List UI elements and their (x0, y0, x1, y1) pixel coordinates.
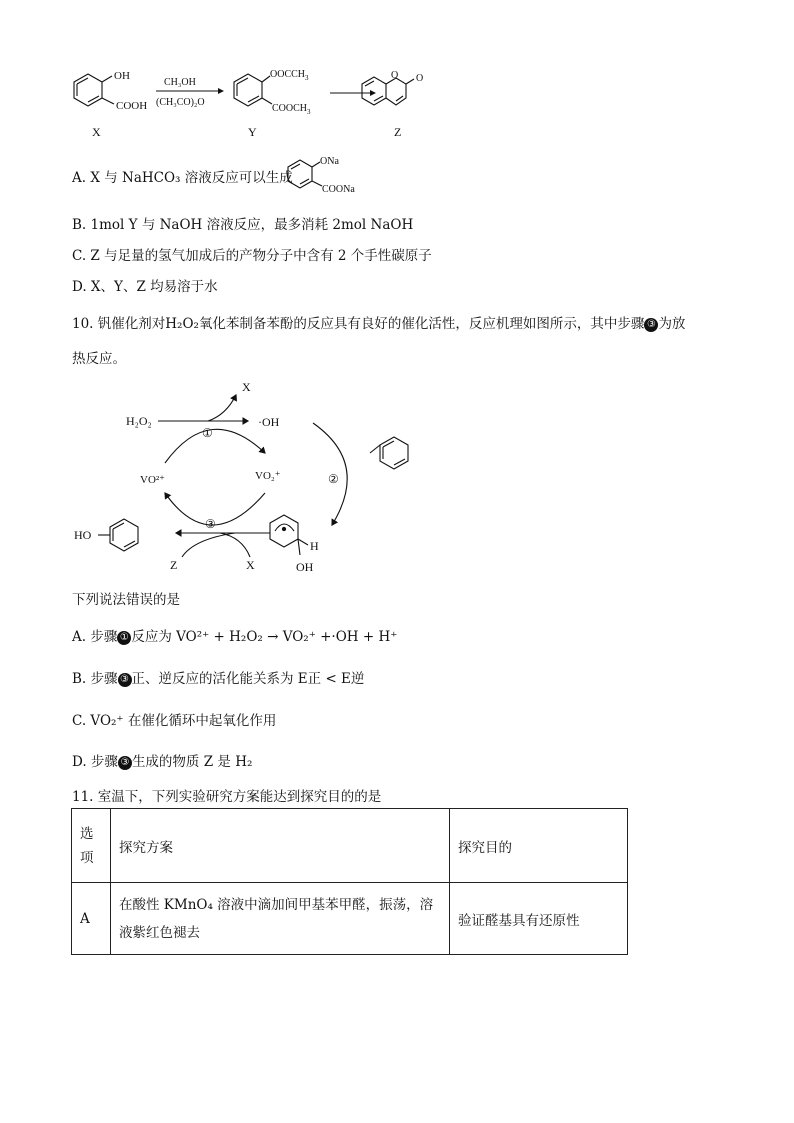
catalytic-cycle-arrows (158, 395, 347, 557)
q11-stem: 11. 室温下，下列实验研究方案能达到探究目的的是 (72, 789, 382, 805)
x-cooh-label: COOH (116, 100, 148, 112)
h-label: H (310, 539, 319, 553)
q10-stem-line2: 热反应。 (72, 351, 126, 367)
reaction-scheme-xyz (60, 58, 460, 153)
vo2-cation-label: VO₂⁺ (255, 470, 281, 482)
sodium-salicylate-structure (282, 150, 382, 200)
step3-label: ③ (205, 517, 216, 531)
x-top-label: X (242, 380, 251, 394)
y-ester-top: $OOCCH_3$ (270, 69, 309, 82)
row-purpose: 验证醛基具有还原性 (450, 883, 628, 955)
q9-option-a: A. X 与 NaHCO₃ 溶液反应可以生成 (72, 170, 293, 186)
radical-intermediate-structure (270, 515, 308, 555)
q10-option-d: D. 步骤 ③ 生成的物质 Z 是 H₂ (72, 754, 253, 770)
compound-z-structure (362, 77, 414, 105)
oh-label: OH (296, 560, 314, 574)
ona-label: ONa (320, 156, 339, 167)
step1-label: ① (202, 426, 213, 440)
q10-option-b: B. 步骤 ③ 正、逆反应的活化能关系为 E正 < E逆 (72, 671, 365, 687)
q10-prompt: 下列说法错误的是 (72, 592, 180, 608)
z-carbonyl-oxygen: O (416, 73, 424, 84)
coona-label: COONa (322, 184, 355, 195)
experiment-table (71, 808, 628, 955)
q9-option-c: C. Z 与足量的氢气加成后的产物分子中含有 2 个手性碳原子 (72, 248, 432, 264)
step2-label: ② (328, 472, 339, 486)
row-plan: 在酸性 KMnO₄ 溶液中滴加间甲基苯甲醛，振荡，溶 液紫红色褪去 (111, 883, 450, 955)
y-ester-bottom: $COOCH_3$ (272, 103, 311, 116)
table-header-row (72, 809, 628, 883)
table-row (72, 883, 628, 955)
header-option: 选项 (72, 809, 111, 883)
row-option: A (72, 883, 111, 955)
compound-y-structure (234, 74, 272, 106)
h2o2-formula: H₂O₂ (165, 316, 199, 332)
q10-stem-line1: 10. 钒催化剂对H₂O₂氧化苯制备苯酚的反应具有良好的催化活性，反应机理如图所示，其中步骤 ③ 为放 (72, 316, 686, 332)
header-purpose: 探究目的 (450, 809, 628, 883)
q9-option-d: D. X、Y、Z 均易溶于水 (72, 279, 218, 295)
compound-y-label: Y (248, 125, 257, 139)
q10-option-c: C. VO₂⁺ 在催化循环中起氧化作用 (72, 713, 277, 729)
q9-option-b: B. 1mol Y 与 NaOH 溶液反应，最多消耗 2mol NaOH (72, 217, 414, 233)
header-plan: 探究方案 (111, 809, 450, 883)
catalytic-cycle-diagram (70, 375, 430, 580)
reagent-acetic-anhydride: (CH₃CO)₂O (156, 97, 205, 108)
x-oh-label: OH (114, 70, 130, 82)
compound-z-label: Z (394, 125, 402, 139)
compound-x-label: X (92, 125, 101, 139)
x-bottom-label: X (246, 558, 255, 572)
compound-x-structure (74, 74, 114, 106)
benzene-structure (370, 437, 408, 469)
vo2-plus-label: VO²⁺ (140, 474, 165, 486)
oh-radical-label: ·OH (258, 415, 280, 429)
z-ring-oxygen: O (391, 70, 399, 81)
reagent-methanol: CH₃OH (164, 77, 196, 88)
phenol-structure (98, 519, 138, 551)
step-marker: ③ (644, 318, 658, 332)
h2o2-label: H₂O₂ (126, 414, 152, 428)
z-product-label: Z (170, 558, 178, 572)
q10-option-a: A. 步骤 ① 反应为 VO²⁺ + H₂O₂ → VO₂⁺ +·OH + H⁺ (72, 629, 398, 645)
phenol-ho-label: HO (74, 528, 92, 542)
